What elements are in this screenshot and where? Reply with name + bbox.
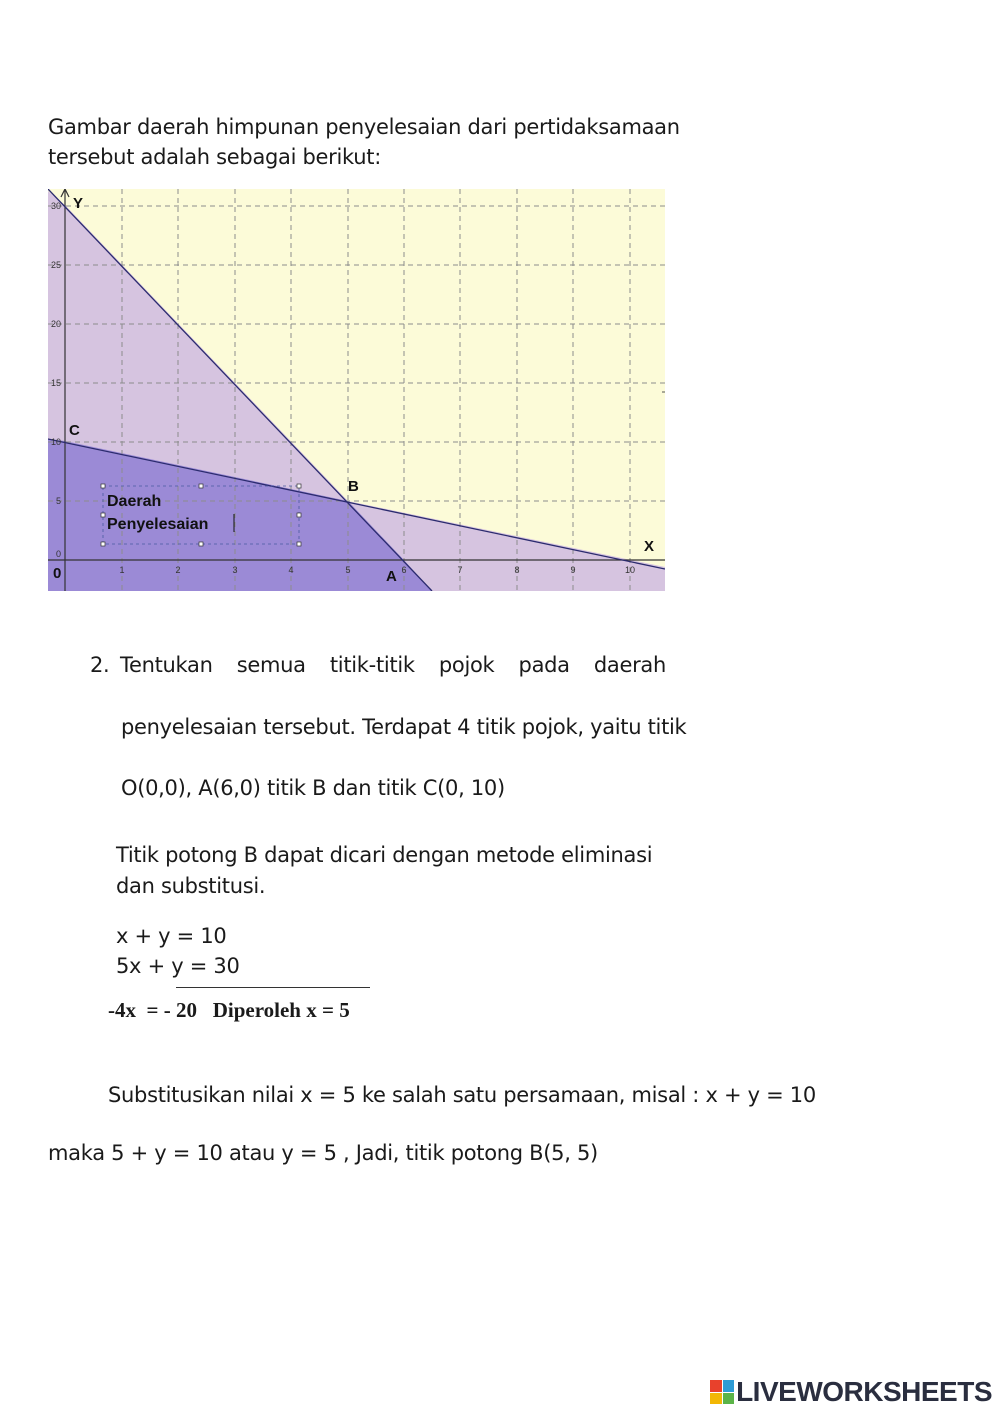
question-number: 2. — [90, 653, 110, 677]
intro-line-1: Gambar daerah himpunan penyelesaian dari pertidaksamaan — [48, 115, 680, 139]
x-tick-label: 1 — [119, 565, 125, 575]
titik-line-2: dan substitusi. — [116, 874, 266, 898]
substitution-line-2: maka 5 + y = 10 atau y = 5 , Jadi, titik potong B(5, 5) — [48, 1141, 598, 1165]
titik-line-1: Titik potong B dapat dicari dengan metode eliminasi — [116, 843, 653, 867]
elimination-result: -4x = - 20 Diperoleh x = 5 — [108, 998, 350, 1022]
x-tick-label: 2 — [175, 565, 181, 575]
point-a-label: A — [386, 568, 397, 585]
y-tick-label: 30 — [50, 201, 61, 211]
y-tick-label: 25 — [50, 260, 61, 270]
x-tick-label: 7 — [457, 565, 463, 575]
intro-text — [48, 112, 680, 173]
x-tick-label: 4 — [288, 565, 294, 575]
x-tick-label: 8 — [514, 565, 520, 575]
region-label-line-1: Daerah — [107, 493, 162, 510]
equation-2: 5x + y = 30 — [116, 954, 240, 978]
liveworksheets-brand — [710, 1378, 992, 1406]
elimination-divider — [176, 987, 370, 988]
origin-label: 0 — [53, 565, 62, 582]
x-tick-label: 5 — [345, 565, 351, 575]
liveworksheets-logo-icon — [710, 1380, 734, 1404]
y-tick-label: 10 — [50, 437, 61, 447]
question-2-line-1 — [90, 650, 666, 680]
question-2 — [90, 650, 666, 680]
y-tick-label: 0 — [55, 549, 61, 559]
question-2-line-2: penyelesaian tersebut. Terdapat 4 titik pojok, yaitu titik — [121, 715, 687, 739]
substitution-line-1: Substitusikan nilai x = 5 ke salah satu persamaan, misal : x + y = 10 — [108, 1083, 816, 1107]
y-tick-label: 15 — [50, 378, 61, 388]
y-tick-label: 5 — [55, 496, 61, 506]
liveworksheets-text: LIVEWORKSHEETS — [736, 1376, 992, 1407]
question-2-text: Tentukan semua titik-titik pojok pada daerah — [120, 653, 666, 677]
y-axis-label: Y — [73, 195, 84, 212]
y-tick-label: 20 — [50, 319, 61, 329]
point-c-label: C — [69, 422, 80, 439]
question-2-line-3: O(0,0), A(6,0) titik B dan titik C(0, 10) — [121, 776, 505, 800]
x-tick-label: 9 — [570, 565, 576, 575]
feasible-region-graph — [48, 189, 665, 591]
x-tick-label: 3 — [232, 565, 238, 575]
region-label-line-2: Penyelesaian — [107, 516, 209, 533]
x-tick-label: 6 — [401, 565, 407, 575]
equation-1: x + y = 10 — [116, 924, 227, 948]
point-b-label: B — [348, 478, 359, 495]
x-axis-label: X — [644, 538, 655, 555]
intro-line-2: tersebut adalah sebagai berikut: — [48, 145, 381, 170]
x-tick-label: 10 — [624, 565, 636, 575]
